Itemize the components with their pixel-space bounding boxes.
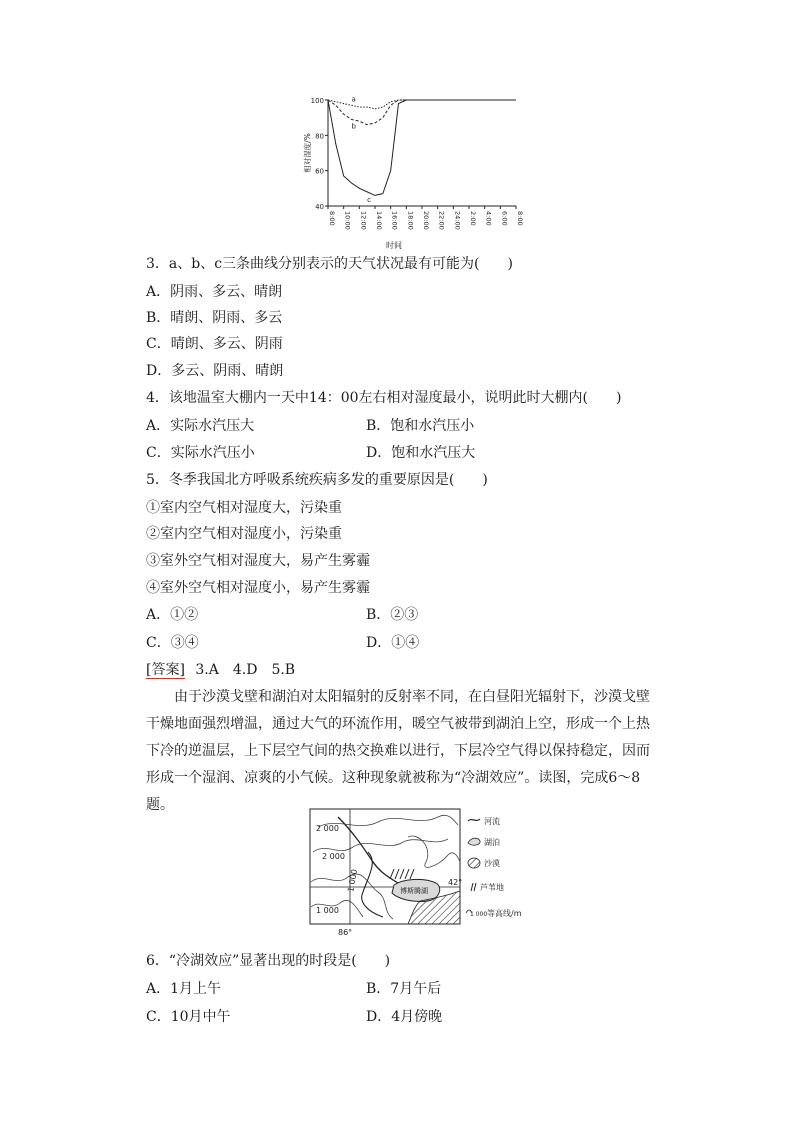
q6-option-c: C．10月中午 — [146, 1009, 231, 1025]
passage-text: 由于沙漠戈壁和湖泊对太阳辐射的反射率不同，在白昼阳光辐射下，沙漠戈壁干燥地面强烈增温，通过大气的环流作用，暖空气被带到湖泊上空，形成一个上热下冷的逆温层，上下层空气间的热交换难以进行，下层冷空气得以保持稳定，因而形成一个湿润、凉爽的小气候。这种现象就被称为“冷湖效应”。读图，完成6～8题。 — [146, 689, 650, 813]
q5-stem: 5．冬季我国北方呼吸系统疾病多发的重要原因是( ) — [146, 472, 488, 488]
q6-stem: 6．“冷湖效应”显著出现的时段是( ) — [146, 953, 391, 969]
series-c-line — [328, 100, 516, 195]
legend-contour-label: 等高线/m — [487, 909, 522, 918]
map-legend — [466, 816, 522, 918]
river — [362, 852, 383, 917]
chart-axes — [325, 100, 516, 209]
x-tick-label: 6:00 — [500, 211, 509, 226]
q4-option-d: D．饱和水汽压大 — [366, 445, 476, 461]
y-tick-label: 60 — [315, 167, 324, 176]
q5-option-a: A．①② — [146, 607, 199, 623]
legend-desert-label: 沙漠 — [484, 859, 500, 868]
q3-option-c: C．晴朗、多云、阴雨 — [146, 336, 283, 352]
q4-stem: 4．该地温室大棚内一天中14：00左右相对湿度最小，说明此时大棚内( ) — [146, 390, 622, 406]
x-tick-label: 12:00 — [359, 211, 368, 230]
q6-option-a: A．1月上午 — [146, 981, 222, 997]
series-b-label: b — [351, 122, 356, 131]
x-tick-label: 14:00 — [375, 211, 383, 230]
lake-legend-icon — [468, 838, 480, 845]
lake-map — [308, 807, 530, 937]
desert-legend-icon — [468, 858, 480, 868]
contour-label: 1 000 — [316, 906, 339, 915]
humidity-chart — [300, 90, 530, 250]
x-tick-label: 8:00 — [516, 211, 524, 226]
x-tick-label: 4:00 — [484, 211, 493, 226]
contour-label: 1 000 — [346, 868, 360, 893]
x-tick-label: 10:00 — [343, 211, 352, 230]
q5-statement-4: ④室外空气相对湿度小，易产生雾霾 — [146, 580, 370, 596]
contour-label: 2 000 — [316, 824, 339, 833]
x-tick-label: 18:00 — [406, 211, 415, 230]
q6-option-d: D．4月傍晚 — [366, 1009, 443, 1025]
q5-option-d: D．①④ — [366, 635, 420, 651]
reed-legend-icon — [471, 883, 476, 891]
river-legend-icon — [468, 819, 480, 821]
legend-reed-label: 芦苇地 — [480, 883, 504, 892]
reed-marks — [390, 869, 414, 879]
q3-option-d: D．多云、阴雨、晴朗 — [146, 363, 284, 379]
q4-option-b: B．饱和水汽压小 — [366, 418, 475, 434]
q3-option-b: B．晴朗、阴雨、多云 — [146, 310, 283, 326]
x-tick-label: 16:00 — [390, 211, 399, 230]
q5-statement-1: ①室内空气相对湿度大，污染重 — [146, 500, 342, 516]
q5-statement-2: ②室内空气相对湿度小，污染重 — [146, 526, 342, 542]
x-tick-label: 2:00 — [469, 211, 477, 226]
q3-option-a: A．阴雨、多云、晴朗 — [146, 284, 283, 300]
legend-contour-value: 1 000 — [470, 911, 488, 918]
latitude-label: 42° — [448, 878, 463, 887]
q5-statement-3: ③室外空气相对湿度大，易产生雾霾 — [146, 553, 370, 569]
lake-label: 博斯腾湖 — [400, 887, 428, 895]
series-a-line — [328, 100, 516, 109]
chart-series — [328, 100, 516, 195]
y-axis-label: 相对湿度/% — [303, 133, 312, 173]
answer-line — [146, 661, 295, 679]
contour-line — [408, 836, 460, 867]
q5-option-b: B．②③ — [366, 607, 419, 623]
series-b-line — [328, 100, 516, 125]
answer-label: [答案] — [146, 662, 185, 678]
longitude-label: 86° — [338, 928, 353, 937]
series-a-label: a — [351, 95, 356, 104]
q3-stem: 3．a、b、c三条曲线分别表示的天气状况最有可能为( ) — [146, 256, 513, 272]
series-c-label: c — [367, 195, 372, 204]
x-axis-label: 时间 — [386, 241, 402, 250]
q4-option-c: C．实际水汽压小 — [146, 445, 255, 461]
x-tick-label: 24:00 — [453, 211, 462, 230]
y-tick-label: 40 — [315, 203, 324, 211]
chart-labels — [302, 95, 524, 250]
y-tick-label: 100 — [310, 97, 324, 105]
q5-option-c: C．③④ — [146, 635, 199, 651]
contour-label: 2 000 — [322, 852, 345, 861]
x-tick-label: 20:00 — [422, 211, 430, 230]
y-tick-label: 80 — [315, 132, 324, 141]
passage — [146, 684, 654, 819]
legend-river-label: 河流 — [484, 817, 500, 826]
q4-option-a: A．实际水汽压大 — [146, 418, 255, 434]
x-tick-label: 8:00 — [328, 211, 336, 226]
legend-lake-label: 湖泊 — [484, 838, 500, 847]
answer-text: 3.A 4.D 5.B — [195, 662, 296, 678]
x-tick-label: 22:00 — [437, 211, 446, 230]
contour-line — [318, 815, 458, 827]
q6-option-b: B．7月午后 — [366, 981, 442, 997]
